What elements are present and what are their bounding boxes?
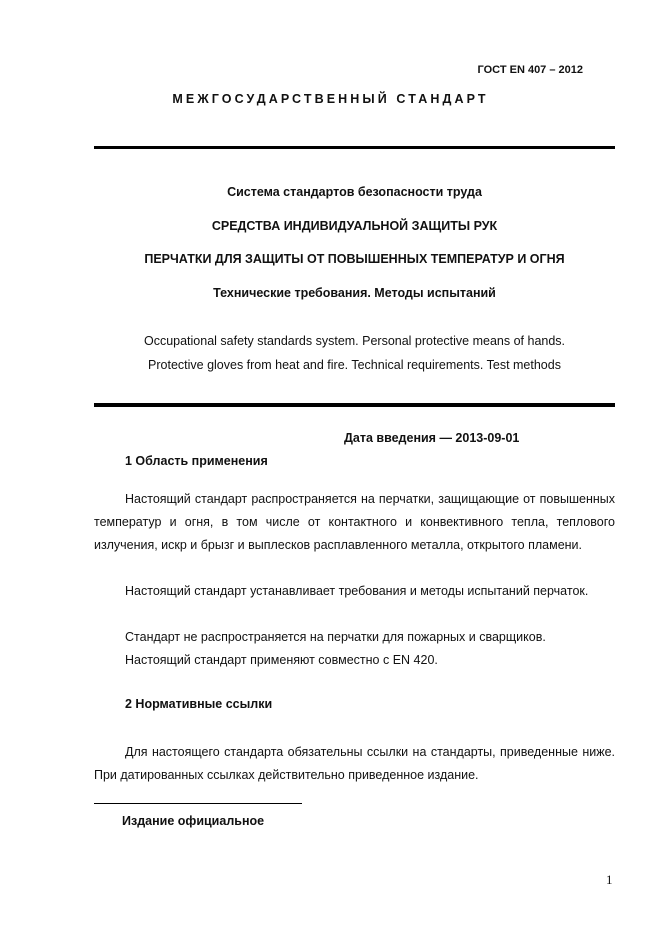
footnote-divider [94, 803, 302, 804]
section-1-paragraph-1: Настоящий стандарт распространяется на перчатки, защищающие от повышенных температур и огня, в том числе от контактного и конвективного тепла, теплового излучения, искр и брызг и выплесков расплавленного металла, открытого пламени. [94, 492, 615, 552]
group-title: СРЕДСТВА ИНДИВИДУАЛЬНОЙ ЗАЩИТЫ РУК [211, 219, 498, 233]
introduction-date: Дата введения — 2013-09-01 [344, 431, 520, 445]
english-title-line2: Protective gloves from heat and fire. Technical requirements. Test methods [148, 358, 561, 372]
section-1-paragraph-2: Настоящий стандарт устанавливает требования и методы испытаний перчаток. [125, 584, 589, 598]
english-title-line1: Occupational safety standards system. Personal protective means of hands. [143, 334, 566, 348]
section-1-heading: 1 Область применения [125, 454, 268, 468]
standard-category: МЕЖГОСУДАРСТВЕННЫЙ СТАНДАРТ [172, 92, 489, 106]
document-subtitle: Технические требования. Методы испытаний [213, 286, 496, 300]
section-2-paragraph-1: Для настоящего стандарта обязательны ссылки на стандарты, приведенные ниже. При датированных ссылках действительно приведенное издание. [94, 745, 615, 782]
english-title [94, 329, 615, 377]
page-number: 1 [606, 872, 613, 887]
document-title: ПЕРЧАТКИ ДЛЯ ЗАЩИТЫ ОТ ПОВЫШЕННЫХ ТЕМПЕРАТУР И ОГНЯ [144, 252, 565, 266]
section-1-paragraph-4: Настоящий стандарт применяют совместно с EN 420. [125, 653, 438, 667]
top-divider [94, 146, 615, 149]
official-edition-label: Издание официальное [122, 814, 265, 828]
system-title: Система стандартов безопасности труда [227, 185, 482, 199]
standard-code: ГОСТ EN 407 – 2012 [477, 64, 583, 76]
section-2-heading: 2 Нормативные ссылки [125, 697, 273, 711]
section-1-paragraph-3: Стандарт не распространяется на перчатки для пожарных и сварщиков. [125, 630, 546, 644]
bottom-divider [94, 403, 615, 407]
